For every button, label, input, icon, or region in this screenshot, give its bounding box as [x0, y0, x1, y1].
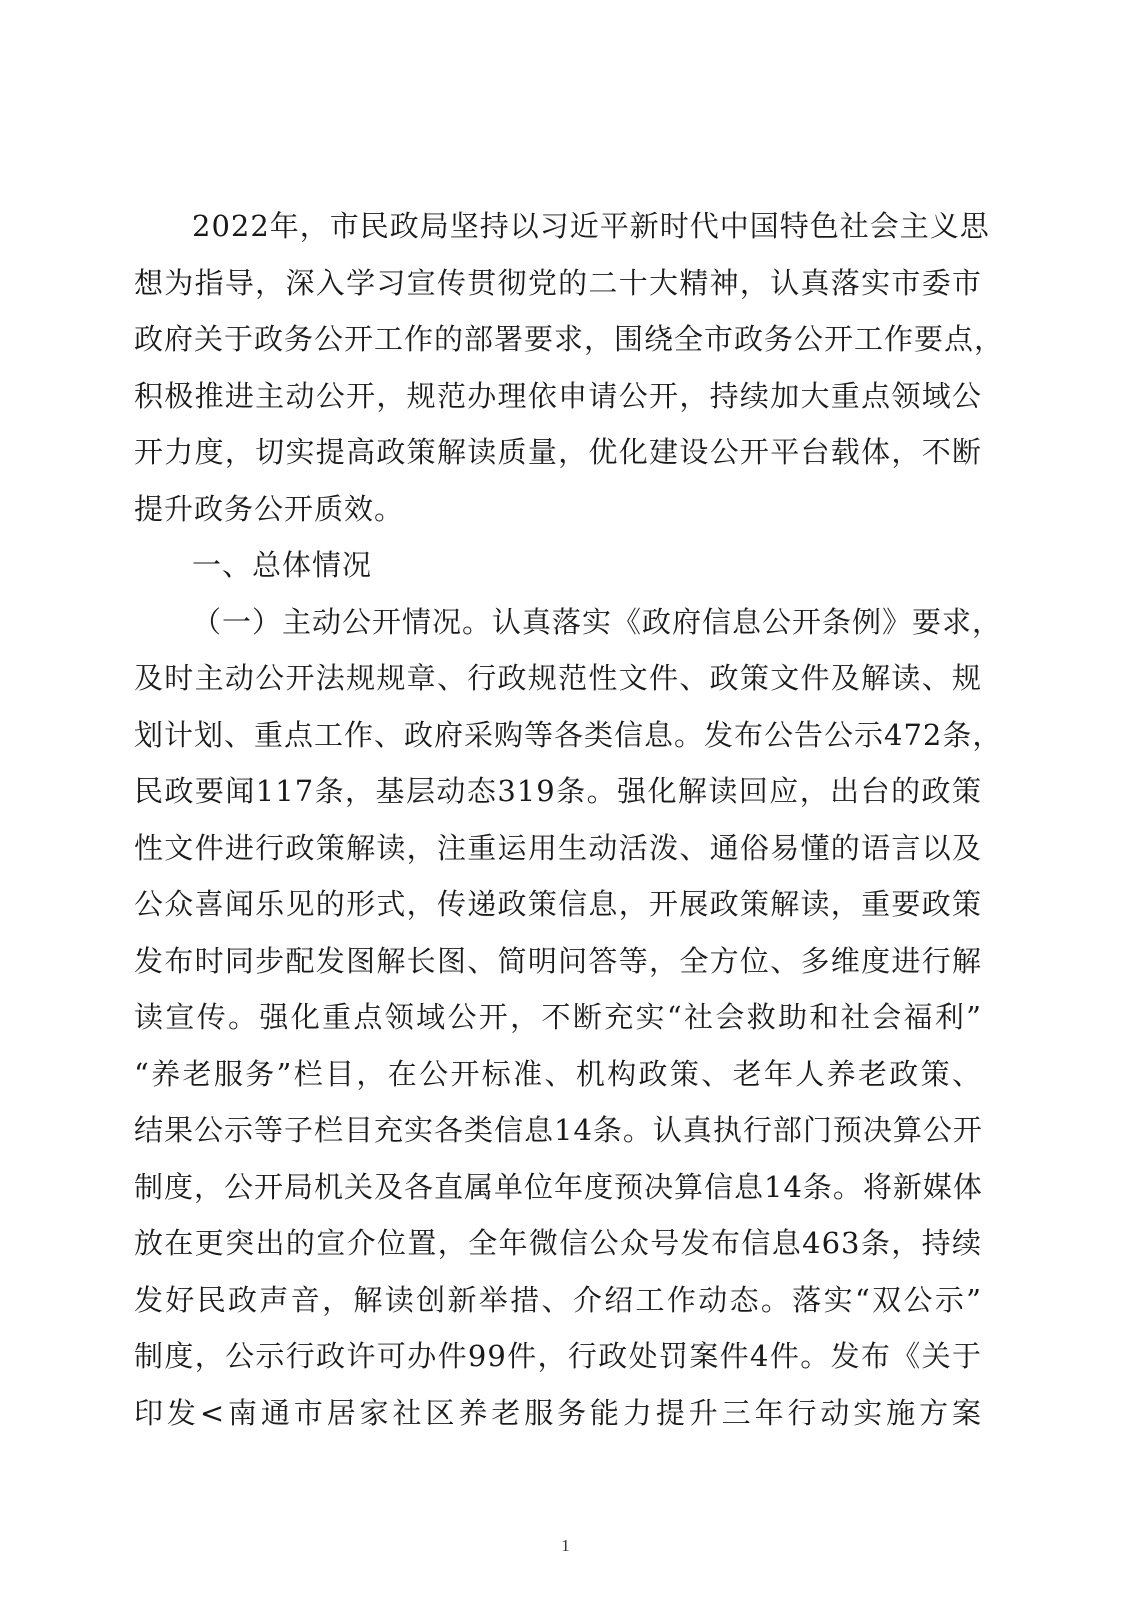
paragraph-line: 印发<南通市居家社区养老服务能力提升三年行动实施方案	[134, 1395, 982, 1430]
paragraph-line: 划计划、重点工作、政府采购等各类信息。发布公告公示472条，	[134, 717, 1003, 752]
paragraph-text: 认真落实《政府信息公开条例》要求，	[492, 604, 1003, 639]
paragraph-line: 结果公示等子栏目充实各类信息14条。认真执行部门预决算公开	[134, 1113, 983, 1147]
paragraph-line: 及时主动公开法规规章、行政规范性文件、政策文件及解读、规	[134, 661, 982, 695]
paragraph-line: 制度，公开局机关及各直属单位年度预决算信息14条。将新媒体	[134, 1169, 983, 1204]
paragraph-line: 2022年，市民政局坚持以习近平新时代中国特色社会主义思	[192, 209, 990, 243]
page-number: 1	[561, 1536, 570, 1555]
paragraph-line: 放在更突出的宣介位置，全年微信公众号发布信息463条，持续	[134, 1226, 982, 1260]
paragraph-line: 提升政务公开质效。	[134, 491, 405, 526]
section-heading: 一、总体情况	[192, 548, 373, 582]
paragraph-line: 公众喜闻乐见的形式，传递政策信息，开展政策解读，重要政策	[134, 887, 982, 921]
paragraph-line: 民政要闻117条，基层动态319条。强化解读回应，出台的政策	[134, 774, 982, 808]
paragraph-line: 开力度，切实提高政策解读质量，优化建设公开平台载体，不断	[134, 435, 982, 469]
paragraph-line	[134, 594, 1003, 651]
paragraph-line: 制度，公示行政许可办件99件，行政处罚案件4件。发布《关于	[134, 1339, 982, 1373]
paragraph-line: 发好民政声音，解读创新举措、介绍工作动态。落实“双公示”	[134, 1282, 982, 1317]
paragraph-line: 读宣传。强化重点领域公开，不断充实“社会救助和社会福利”	[134, 1000, 982, 1034]
subsection-heading: （一）主动公开情况。	[192, 604, 493, 639]
paragraph-line: 发布时同步配发图解长图、简明问答等，全方位、多维度进行解	[134, 943, 982, 978]
paragraph-line: 积极推进主动公开，规范办理依申请公开，持续加大重点领域公	[134, 378, 982, 413]
paragraph-line: “养老服务”栏目，在公开标准、机构政策、老年人养老政策、	[134, 1056, 982, 1091]
paragraph-line: 政府关于政务公开工作的部署要求，围绕全市政务公开工作要点，	[134, 322, 1005, 356]
paragraph-line: 性文件进行政策解读，注重运用生动活泼、通俗易懂的语言以及	[134, 830, 982, 865]
paragraph-line: 想为指导，深入学习宣传贯彻党的二十大精神，认真落实市委市	[134, 265, 982, 300]
body-text	[134, 198, 1005, 1441]
